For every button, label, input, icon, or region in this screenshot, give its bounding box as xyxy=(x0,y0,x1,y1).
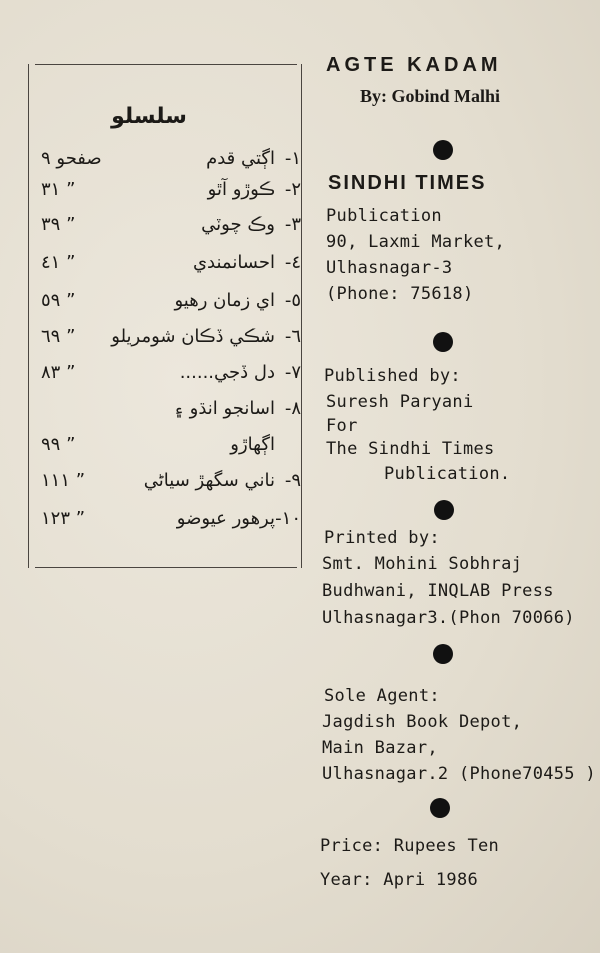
bullet-dot-icon xyxy=(434,500,454,520)
contents-row xyxy=(41,326,301,356)
item-number: ٥- xyxy=(284,290,301,311)
contents-row xyxy=(41,179,301,209)
item-title: دل ڏجي...... xyxy=(179,362,275,383)
item-page: ” ٣٩ xyxy=(41,214,76,235)
contents-heading: سلسلو xyxy=(111,104,187,129)
item-number: ٨- xyxy=(284,398,301,419)
contents-row xyxy=(41,470,301,500)
item-page: ” ٩٩ xyxy=(41,434,76,455)
book-author: By: Gobind Malhi xyxy=(360,86,501,106)
item-number: ١- xyxy=(284,148,301,169)
item-page: ” ٣١ xyxy=(41,179,76,200)
agent-line: Sole Agent: xyxy=(324,686,440,706)
bullet-dot-icon xyxy=(430,798,450,818)
item-number: ١٠- xyxy=(275,508,301,529)
item-page: ” ٨٣ xyxy=(41,362,76,383)
contents-right-rule xyxy=(301,64,302,568)
price-line: Price: Rupees Ten xyxy=(320,836,500,856)
item-page: ” ٥٩ xyxy=(41,290,76,311)
publisher-line: The Sindhi Times xyxy=(326,439,495,459)
bullet-dot-icon xyxy=(433,644,453,664)
item-page: ” ١١١ xyxy=(41,470,86,491)
item-title: ناني سگهڙ سياڻي xyxy=(143,470,275,491)
item-number: ٣- xyxy=(284,214,301,235)
item-number: ٩- xyxy=(284,470,301,491)
publication-line: Ulhasnagar-3 xyxy=(326,258,453,278)
contents-bottom-rule xyxy=(35,567,297,568)
printer-line: Printed by: xyxy=(324,528,440,548)
contents-row xyxy=(41,214,301,244)
bullet-dot-icon xyxy=(433,332,453,352)
contents-row xyxy=(41,252,301,282)
contents-row xyxy=(41,362,301,392)
contents-top-rule xyxy=(35,64,297,65)
item-title: اسانجو انڌو ۽ xyxy=(173,398,275,419)
book-title: AGTE KADAM xyxy=(326,54,502,76)
publication-line: (Phone: 75618) xyxy=(326,284,474,304)
contents-row xyxy=(41,508,301,538)
year-line: Year: Apri 1986 xyxy=(320,870,479,890)
imprint-column xyxy=(318,0,600,953)
publisher-line: Publication. xyxy=(384,464,511,484)
item-title: اڳتي قدم xyxy=(206,148,275,169)
item-number: ٤- xyxy=(284,252,301,273)
item-title: ڪوڙو آٿو xyxy=(207,179,275,200)
contents-row xyxy=(41,434,301,464)
item-title: احسانمندي xyxy=(192,252,275,273)
item-title: وڪ چوٽي xyxy=(201,214,275,235)
printer-line: Budhwani, INQLAB Press xyxy=(322,581,554,601)
publication-line: Publication xyxy=(326,206,442,226)
printer-line: Smt. Mohini Sobhraj xyxy=(322,554,523,574)
agent-line: Ulhasnagar.2 (Phone70455 ) xyxy=(322,764,596,784)
publisher-line: Published by: xyxy=(324,366,461,386)
contents-panel xyxy=(28,64,305,568)
item-page: صفحو ٩ xyxy=(41,148,102,169)
contents-row xyxy=(41,398,301,428)
item-title: اڳهاڙو xyxy=(230,434,275,455)
publication-line: 90, Laxmi Market, xyxy=(326,232,506,252)
item-page: ” ١٢٣ xyxy=(41,508,86,529)
item-number: ٦- xyxy=(284,326,301,347)
contents-row xyxy=(41,290,301,320)
item-title: پرهور عيوضو xyxy=(176,508,275,529)
publication-name: SINDHI TIMES xyxy=(328,172,487,194)
item-page: ” ٦٩ xyxy=(41,326,76,347)
item-number: ٧- xyxy=(284,362,301,383)
printer-line: Ulhasnagar3.(Phon 70066) xyxy=(322,608,575,628)
item-page: ” ٤١ xyxy=(41,252,76,273)
item-title: شڪي ڏڪان شومريلو xyxy=(111,326,275,347)
item-number: ٢- xyxy=(284,179,301,200)
publisher-line: Suresh Paryani xyxy=(326,392,474,412)
contents-row xyxy=(41,148,301,178)
bullet-dot-icon xyxy=(433,140,453,160)
agent-line: Main Bazar, xyxy=(322,738,438,758)
item-title: اي زمان رهيو xyxy=(174,290,275,311)
agent-line: Jagdish Book Depot, xyxy=(322,712,523,732)
publisher-line: For xyxy=(326,416,358,436)
